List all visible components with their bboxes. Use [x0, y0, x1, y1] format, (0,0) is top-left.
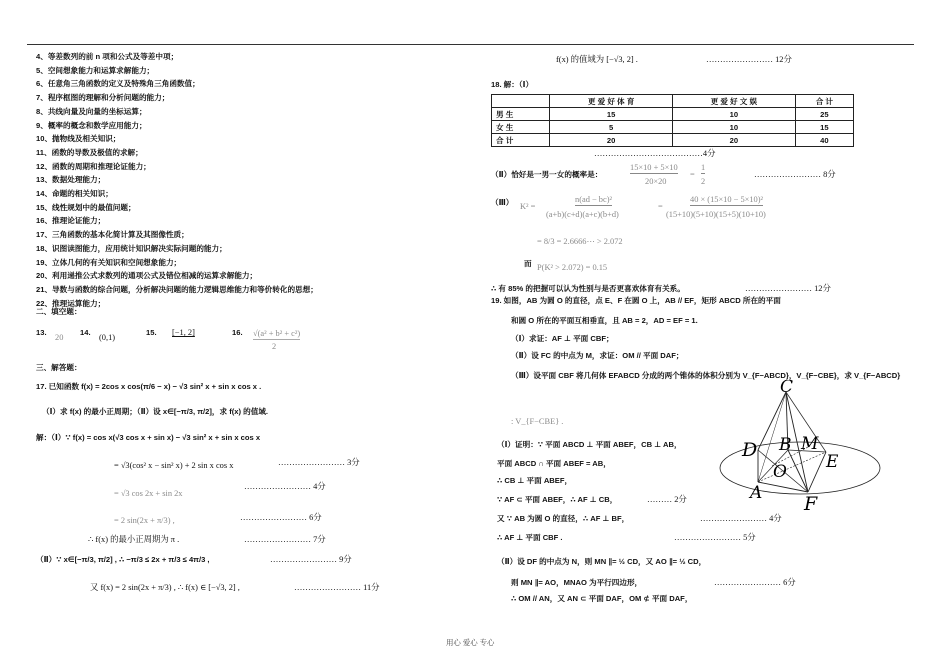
table-row — [492, 121, 854, 134]
k2-denominator-values: (15+10)(5+10)(15+5)(10+10) — [666, 210, 766, 219]
k2-numerator: n(ad − bc)² — [575, 195, 612, 204]
q18-conclusion: ∴ 有 85% 的把握可以认为性别与是否更喜欢体育有关系。 — [491, 284, 685, 293]
q16-answer-denominator: 2 — [272, 342, 277, 351]
q19-proof-line5: 又 ∵ AB 为圆 O 的直径，∴ AF ⊥ BF， — [497, 514, 630, 523]
q17-solution-line6: （Ⅱ）∵ x∈[−π/3, π/2] , ∴ −π/3 ≤ 2x + π/3 ≤ 4π/3 , — [36, 555, 210, 564]
q17-solution-line5: ∴ f(x) 的最小正周期为 π . — [88, 535, 180, 544]
q17-score-4: …………………… 4分 — [244, 482, 326, 491]
knowledge-list-item: 8、共线向量及向量的坐标运算； — [36, 106, 147, 116]
table-cell: 20 — [672, 134, 795, 147]
knowledge-list-item: 6、任意角三角函数的定义及特殊角三角函数值； — [36, 79, 200, 89]
q17-score-9: …………………… 9分 — [270, 555, 352, 564]
k2-left: K² = — [520, 202, 536, 211]
vertex-label-d: D — [742, 439, 758, 461]
q14-answer: (0,1) — [99, 333, 116, 342]
table-header-cell — [492, 95, 550, 108]
table-header-cell: 更 爱 好 体 育 — [550, 95, 673, 108]
k2-and: 而 — [524, 259, 532, 268]
q17-task: （Ⅰ）求 f(x) 的最小正周期；（Ⅱ）设 x∈[−π/3, π/2]，求 f(x) 的值域. — [42, 407, 269, 416]
range-line: f(x) 的值域为 [−√3, 2] . — [556, 55, 638, 64]
k2-denominator: (a+b)(c+d)(a+c)(b+d) — [546, 210, 619, 219]
q19-proof-score2: ……… 2分 — [647, 495, 687, 504]
knowledge-list-item: 15、线性规划中的最值问题； — [36, 202, 136, 212]
edge — [758, 452, 826, 482]
q16-label: 16. — [232, 328, 243, 337]
knowledge-list-item: 22、推理运算能力； — [36, 298, 106, 308]
q18-part2-res-den: 2 — [701, 177, 706, 186]
q19-part2-score6: …………………… 6分 — [714, 578, 796, 587]
top-rule — [27, 44, 914, 45]
q13-label: 13. — [36, 328, 47, 337]
q17-solution-line1: 解：（Ⅰ）∵ f(x) = cos x(√3 cos x + sin x) − √3 sin² x + sin x cos x — [36, 433, 261, 442]
q18-part2-res-num: 1 — [701, 163, 706, 172]
knowledge-list-item: 5、空间想象能力和运算求解能力； — [36, 65, 155, 75]
k2-equals: = — [658, 202, 663, 211]
table-cell: 5 — [550, 121, 673, 134]
table-cell: 15 — [550, 108, 673, 121]
q18-score-4: …………………………………4分 — [594, 149, 716, 158]
table-cell: 男 生 — [492, 108, 550, 121]
q15-label: 15. — [146, 328, 157, 337]
q17-score-11: …………………… 11分 — [294, 583, 380, 592]
q18-part2-frac-num: 15×10 + 5×10 — [630, 163, 678, 172]
table-cell: 10 — [672, 108, 795, 121]
knowledge-list-item: 10、抛物线及相关知识； — [36, 134, 121, 144]
q19-line4: （Ⅱ）设 FC 的中点为 M，求证：OM // 平面 DAF； — [511, 351, 684, 360]
q19-proof-line4: ∵ AF ⊂ 平面 ABEF，∴ AF ⊥ CB， — [497, 495, 618, 504]
k2-probability: P(K² > 2.072) = 0.15 — [537, 263, 608, 272]
vertex-label-c: C — [780, 380, 794, 397]
table-cell: 25 — [795, 108, 853, 121]
q17-solution-line4: = 2 sin(2x + π/3) , — [114, 516, 175, 525]
table-cell: 40 — [795, 134, 853, 147]
knowledge-list-item: 7、程序框图的理解和分析问题的能力； — [36, 93, 170, 103]
q18-conclusion-score: …………………… 12分 — [745, 284, 831, 293]
knowledge-list-item: 18、识图读图能力，应用统计知识解决实际问题的能力； — [36, 243, 227, 253]
q19-line2: 和圆 O 所在的平面互相垂直，且 AB = 2，AD = EF = 1. — [511, 316, 698, 325]
q19-line5: （Ⅲ）设平面 CBF 将几何体 EFABCD 分成的两个锥体的体积分别为 V_{F−ABCD}，V_{F−CBE}，求 V_{F−ABCD} — [511, 371, 901, 380]
q19-proof-line3: ∴ CB ⊥ 平面 ABEF， — [497, 476, 573, 485]
knowledge-list-item: 17、三角函数的基本化简计算及其图像性质； — [36, 230, 189, 240]
knowledge-list-item: 14、命题的相关知识； — [36, 189, 113, 198]
edge — [758, 482, 808, 492]
knowledge-list-item: 13、数据处理能力； — [36, 175, 106, 185]
q15-answer: [−1, 2] — [172, 328, 195, 337]
k2-value: = 8/3 = 2.6666⋯ > 2.072 — [537, 237, 623, 246]
q18-part2-eq: = — [690, 170, 695, 179]
q17-solution-line2: = √3(cos² x − sin² x) + 2 sin x cos x — [114, 461, 234, 470]
table-cell: 20 — [550, 134, 673, 147]
table-header-cell: 更 爱 好 文 娱 — [672, 95, 795, 108]
vertex-label-o: O — [773, 462, 787, 482]
q19-geometry-figure — [712, 380, 892, 512]
q17-solution-line3: = √3 cos 2x + sin 2x — [114, 489, 183, 498]
q18-part2-score: …………………… 8分 — [754, 170, 836, 179]
q19-part2-line3: ∴ OM // AN，又 AN ⊂ 平面 DAF，OM ⊄ 平面 DAF， — [511, 594, 693, 603]
knowledge-list-item: 21、导数与函数的综合问题，分析解决问题的能力逻辑思维能力和等价转化的思想； — [36, 284, 318, 294]
knowledge-list-item: 19、立体几何的有关知识和空间想象能力； — [36, 257, 182, 267]
knowledge-list-item: 12、函数的周期和推理论证能力； — [36, 161, 151, 171]
knowledge-list-item: 9、概率的概念和数学应用能力； — [36, 120, 147, 130]
page-footer: 用心 爱心 专心 — [446, 638, 495, 647]
fill-in-title: 二、填空题： — [36, 307, 82, 316]
knowledge-list-item: 4、等差数列的前 n 项和公式及等差中项； — [36, 52, 179, 61]
table-row — [492, 108, 854, 121]
q18-header: 18. 解：（Ⅰ） — [491, 80, 534, 89]
q19-part2-line1: （Ⅱ）设 DF 的中点为 N，则 MN ∥= ½ CD，又 AO ∥= ½ CD， — [497, 557, 707, 566]
table-row — [492, 134, 854, 147]
q18-part2-label: （Ⅱ）恰好是一男一女的概率是： — [491, 170, 603, 179]
q17-solution-line7: 又 f(x) = 2 sin(2x + π/3) , ∴ f(x) ∈ [−√3, 2] , — [90, 583, 240, 592]
q18-contingency-table — [491, 94, 854, 147]
q17-score-3: …………………… 3分 — [278, 458, 360, 467]
knowledge-list-item: 20、利用递推公式求数列的通项公式及错位相减的运算求解能力； — [36, 271, 258, 281]
range-score: …………………… 12分 — [706, 55, 792, 64]
q19-line6: : V_{F−CBE} . — [511, 417, 564, 426]
q19-line1: 19. 如图，AB 为圆 O 的直径，点 E、F 在圆 O 上，AB // EF，矩形 ABCD 所在的平面 — [491, 296, 781, 305]
q19-proof-line1: （Ⅰ）证明：∵ 平面 ABCD ⊥ 平面 ABEF，CB ⊥ AB， — [497, 440, 682, 449]
q18-part3-label: （Ⅲ） — [491, 198, 514, 207]
solutions-title: 三、解答题： — [36, 363, 82, 372]
q19-proof-score5: …………………… 5分 — [674, 533, 756, 542]
table-cell: 10 — [672, 121, 795, 134]
vertex-label-m: M — [801, 434, 819, 454]
q17-score-7: …………………… 7分 — [244, 535, 326, 544]
table-cell: 15 — [795, 121, 853, 134]
knowledge-list-item: 16、推理论证能力； — [36, 216, 106, 226]
vertex-label-b: B — [779, 435, 792, 455]
q17-score-6: …………………… 6分 — [240, 513, 322, 522]
knowledge-list-item: 11、函数的导数及极值的求解； — [36, 147, 143, 157]
table-header-row — [492, 95, 854, 108]
q17-statement: 17. 已知函数 f(x) = 2cos x cos(π/6 − x) − √3 sin² x + sin x cos x . — [36, 382, 262, 391]
q16-answer-numerator: √(a² + b² + c²) — [253, 329, 301, 338]
q19-proof-score4: …………………… 4分 — [700, 514, 782, 523]
q19-proof-line2: 平面 ABCD ∩ 平面 ABEF = AB， — [497, 459, 611, 468]
q19-line3: （Ⅰ）求证：AF ⊥ 平面 CBF； — [511, 334, 614, 343]
q13-answer: 20 — [55, 333, 64, 342]
q14-label: 14. — [80, 328, 91, 337]
q19-part2-line2: 则 MN ∥= AO，MNAO 为平行四边形， — [511, 578, 643, 587]
table-cell: 女 生 — [492, 121, 550, 134]
q18-part2-frac-den: 20×20 — [645, 177, 667, 186]
k2-numerator-values: 40 × (15×10 − 5×10)² — [690, 195, 764, 204]
q19-proof-line6: ∴ AF ⊥ 平面 CBF . — [497, 533, 563, 542]
vertex-label-a: A — [750, 483, 763, 503]
edge — [808, 452, 826, 492]
table-cell: 合 计 — [492, 134, 550, 147]
vertex-label-f: F — [804, 493, 818, 512]
table-header-cell: 合 计 — [795, 95, 853, 108]
vertex-label-e: E — [826, 452, 839, 472]
